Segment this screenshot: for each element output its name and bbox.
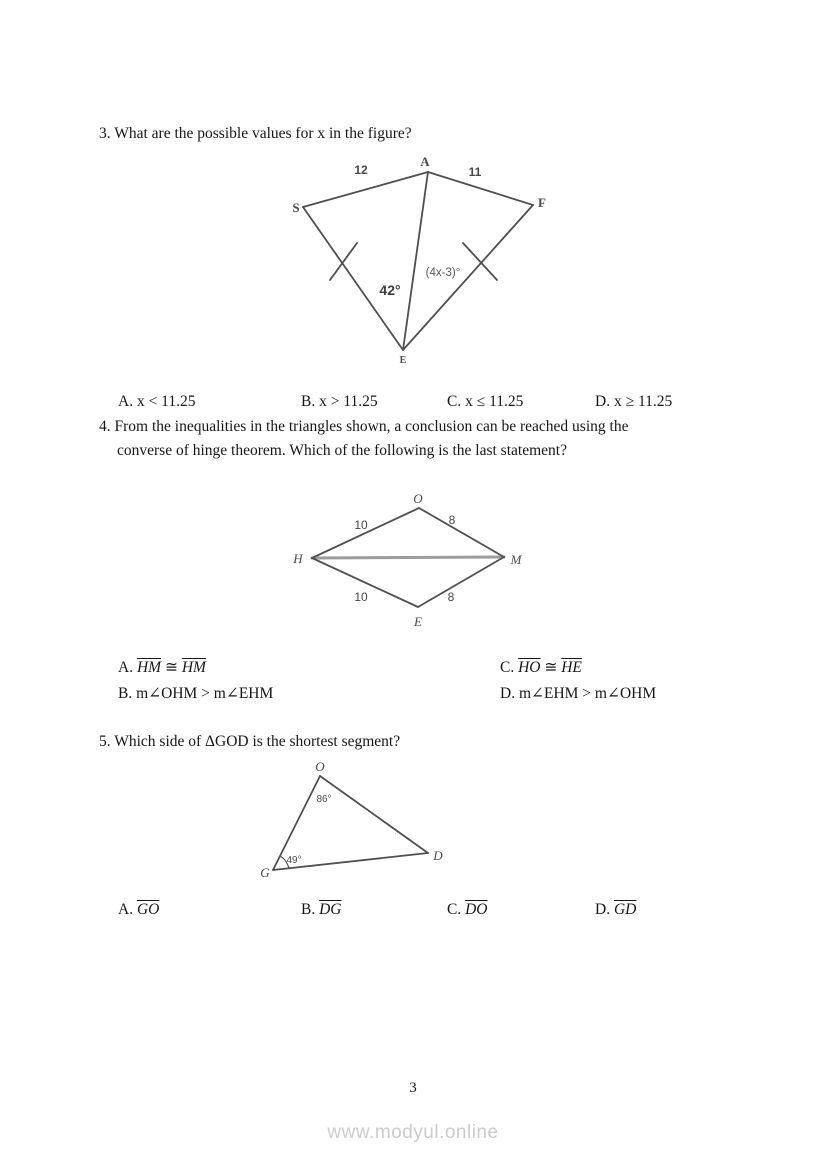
side-label-af: 11	[468, 165, 482, 179]
vertex-label-o: O	[315, 759, 325, 774]
vertex-label-e: E	[399, 355, 407, 366]
q5-option-b: B. $\overline{DG}$	[301, 901, 342, 918]
vertex-label-o: O	[413, 491, 423, 506]
question-5-prompt: 5. Which side of ΔGOD is the shortest segment?	[99, 733, 401, 750]
angle-label-42: 42°	[379, 282, 401, 298]
vertex-label-m: M	[510, 552, 522, 567]
q4-option-a: A. $\overline{HM}$ ≅ $\overline{HM}$	[118, 659, 206, 676]
angle-label-g: 49°	[286, 855, 302, 866]
question-3-prompt: 3. What are the possible values for x in the figure?	[99, 125, 412, 142]
edge-ho	[312, 508, 419, 558]
edge-om	[419, 508, 504, 557]
side-label-he: 10	[354, 590, 368, 604]
figure-q3-safe-triangles	[283, 150, 558, 368]
side-label-sa: 12	[354, 163, 368, 177]
vertex-label-a: A	[420, 154, 430, 169]
edge-od	[320, 776, 428, 853]
question-4-prompt-line1: 4. From the inequalities in the triangles shown, a conclusion can be reached using the	[99, 418, 629, 435]
figure-q4-kite-home	[290, 490, 535, 632]
q4-option-d: D. m∠EHM > m∠OHM	[500, 685, 657, 702]
q3-option-d: D. x ≥ 11.25	[595, 393, 673, 410]
watermark-text: www.modyul.online	[327, 1122, 499, 1143]
edge-sa	[303, 172, 428, 207]
figure-q5-triangle-god	[252, 757, 457, 885]
q5-option-a: A. $\overline{GO}$	[118, 901, 160, 918]
edge-fe	[403, 205, 533, 350]
vertex-label-s: S	[292, 200, 300, 215]
angle-label-4x-3: (4x-3)°	[425, 267, 461, 279]
page-number: 3	[409, 1080, 417, 1096]
side-label-ho: 10	[354, 518, 368, 532]
vertex-label-g: G	[260, 865, 270, 880]
vertex-label-f: F	[538, 195, 546, 210]
q4-option-b: B. m∠OHM > m∠EHM	[118, 685, 274, 702]
q3-option-b: B. x > 11.25	[301, 393, 378, 410]
edge-ae	[403, 172, 428, 350]
vertex-label-h: H	[293, 551, 303, 566]
side-label-em: 8	[447, 590, 455, 604]
q5-option-c: C. $\overline{DO}$	[447, 901, 488, 918]
vertex-label-e: E	[414, 614, 422, 629]
tick-mark-fe	[463, 243, 497, 280]
vertex-label-d: D	[433, 848, 443, 863]
q3-option-c: C. x ≤ 11.25	[447, 393, 524, 410]
tick-mark-se	[330, 243, 357, 280]
edge-em	[418, 557, 504, 607]
q3-option-a: A. x < 11.25	[118, 393, 196, 410]
q5-option-d: D. $\overline{GD}$	[595, 901, 637, 918]
q4-option-c: C. $\overline{HO}$ ≅ $\overline{HE}$	[500, 659, 582, 676]
side-label-om: 8	[448, 513, 456, 527]
diagonal-hm	[312, 557, 504, 558]
angle-label-o: 86°	[316, 794, 332, 805]
question-4-prompt-line2: converse of hinge theorem. Which of the following is the last statement?	[117, 442, 567, 459]
edge-se	[303, 207, 403, 350]
